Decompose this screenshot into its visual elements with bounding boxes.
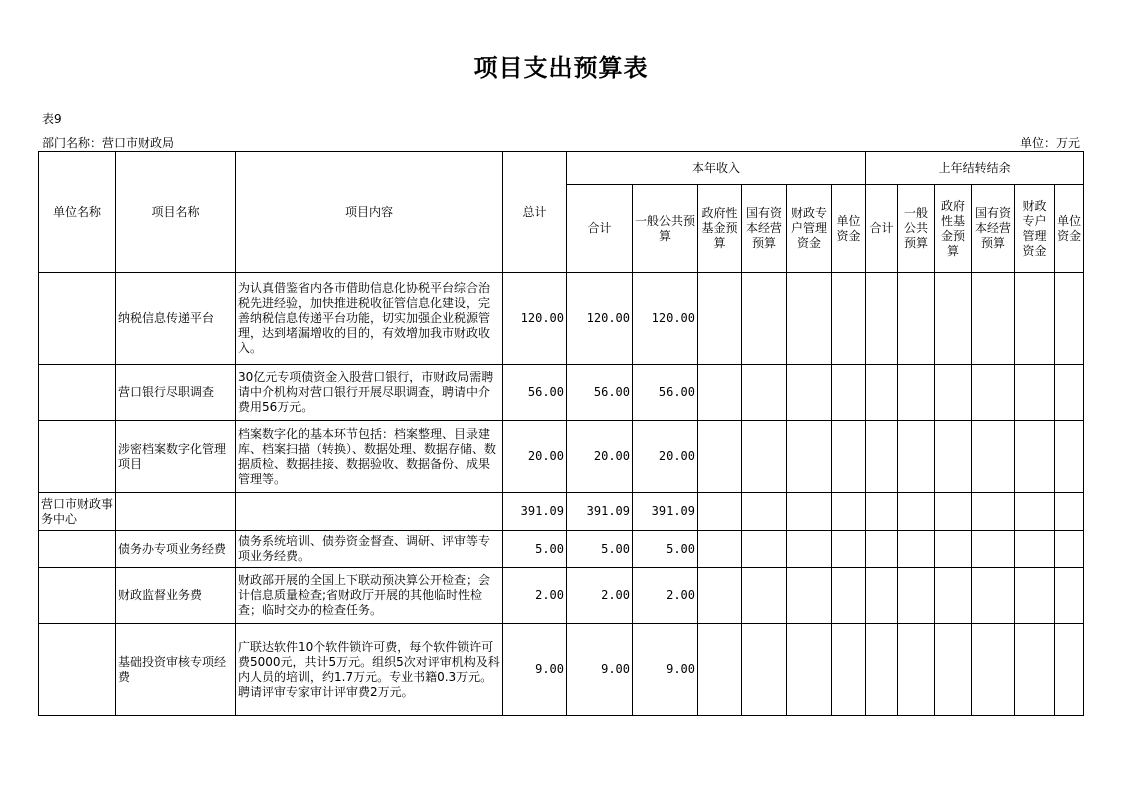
row-cur-general: 2.00 xyxy=(633,568,698,624)
row-unit: 营口市财政事务中心 xyxy=(39,493,116,531)
header-cur-unit-fund: 单位资金 xyxy=(832,185,866,273)
row-cur-sum: 120.00 xyxy=(567,273,633,365)
table-row xyxy=(39,365,1084,421)
header-prev-unit-fund: 单位资金 xyxy=(1055,185,1084,273)
table-row xyxy=(39,493,1084,531)
row-cur-sum: 9.00 xyxy=(567,624,633,716)
unit-label: 单位：万元 xyxy=(1019,136,1080,150)
row-project: 涉密档案数字化管理项目 xyxy=(116,421,236,493)
row-content: 财政部开展的全国上下联动预决算公开检查；会计信息质量检查;省财政厅开展的其他临时性检查；临时交办的检查任务。 xyxy=(236,568,503,624)
header-prev-general: 一般公共预算 xyxy=(898,185,935,273)
row-content: 广联达软件10个软件锁许可费，每个软件锁许可费5000元，共计5万元。组织5次对评审机构及科内人员的培训，约1.7万元。专业书籍0.3万元。聘请评审专家审计评审费2万元。 xyxy=(236,624,503,716)
header-cur-general: 一般公共预算 xyxy=(633,185,698,273)
header-total: 总计 xyxy=(503,152,567,273)
row-total: 5.00 xyxy=(503,531,567,568)
table-row xyxy=(39,273,1084,365)
row-content xyxy=(236,493,503,531)
row-content: 档案数字化的基本环节包括：档案整理、目录建库、档案扫描（转换）、数据处理、数据存储、数据质检、数据挂接、数据验收、数据备份、成果管理等。 xyxy=(236,421,503,493)
table-number: 表9 xyxy=(42,112,62,126)
header-cur-fiscal-special: 财政专户管理资金 xyxy=(787,185,832,273)
row-unit xyxy=(39,568,116,624)
row-unit xyxy=(39,531,116,568)
row-cur-sum: 5.00 xyxy=(567,531,633,568)
row-cur-general: 120.00 xyxy=(633,273,698,365)
department-label: 部门名称：营口市财政局 xyxy=(42,136,175,150)
table-row xyxy=(39,531,1084,568)
table-row xyxy=(39,568,1084,624)
row-total: 391.09 xyxy=(503,493,567,531)
row-total: 20.00 xyxy=(503,421,567,493)
page-title: 项目支出预算表 xyxy=(473,54,649,82)
row-cur-sum: 20.00 xyxy=(567,421,633,493)
row-total: 2.00 xyxy=(503,568,567,624)
row-content: 债务系统培训、债券资金督查、调研、评审等专项业务经费。 xyxy=(236,531,503,568)
row-project: 纳税信息传递平台 xyxy=(116,273,236,365)
row-content: 30亿元专项债资金入股营口银行，市财政局需聘请中介机构对营口银行开展尽职调查，聘请中介费用56万元。 xyxy=(236,365,503,421)
row-unit xyxy=(39,624,116,716)
row-project xyxy=(116,493,236,531)
row-total: 120.00 xyxy=(503,273,567,365)
row-cur-general: 5.00 xyxy=(633,531,698,568)
row-project: 基础投资审核专项经费 xyxy=(116,624,236,716)
table-row xyxy=(39,421,1084,493)
header-unit-name: 单位名称 xyxy=(39,152,116,273)
row-project: 财政监督业务费 xyxy=(116,568,236,624)
header-prev-fiscal-special: 财政专户管理资金 xyxy=(1015,185,1055,273)
header-prev-sum: 合计 xyxy=(866,185,898,273)
row-cur-sum: 391.09 xyxy=(567,493,633,531)
header-current-year: 本年收入 xyxy=(567,152,866,185)
header-prev-gov-fund: 政府性基金预算 xyxy=(935,185,972,273)
header-cur-state-capital: 国有资本经营预算 xyxy=(742,185,787,273)
table-row xyxy=(39,624,1084,716)
row-project: 债务办专项业务经费 xyxy=(116,531,236,568)
header-prev-state-capital: 国有资本经营预算 xyxy=(972,185,1015,273)
header-cur-gov-fund: 政府性基金预算 xyxy=(698,185,742,273)
row-total: 9.00 xyxy=(503,624,567,716)
budget-table xyxy=(38,151,1084,716)
row-content: 为认真借鉴省内各市借助信息化协税平台综合治税先进经验，加快推进税收征管信息化建设，完善纳税信息传递平台功能，切实加强企业税源管理，达到堵漏增收的目的，有效增加我市财政收入。 xyxy=(236,273,503,365)
row-cur-sum: 2.00 xyxy=(567,568,633,624)
row-cur-general: 56.00 xyxy=(633,365,698,421)
row-cur-general: 20.00 xyxy=(633,421,698,493)
row-unit xyxy=(39,273,116,365)
row-cur-general: 9.00 xyxy=(633,624,698,716)
row-cur-general: 391.09 xyxy=(633,493,698,531)
row-unit xyxy=(39,365,116,421)
header-project-name: 项目名称 xyxy=(116,152,236,273)
row-project: 营口银行尽职调查 xyxy=(116,365,236,421)
header-cur-sum: 合计 xyxy=(567,185,633,273)
row-cur-sum: 56.00 xyxy=(567,365,633,421)
row-total: 56.00 xyxy=(503,365,567,421)
row-unit xyxy=(39,421,116,493)
header-prior-year: 上年结转结余 xyxy=(866,152,1084,185)
header-project-content: 项目内容 xyxy=(236,152,503,273)
